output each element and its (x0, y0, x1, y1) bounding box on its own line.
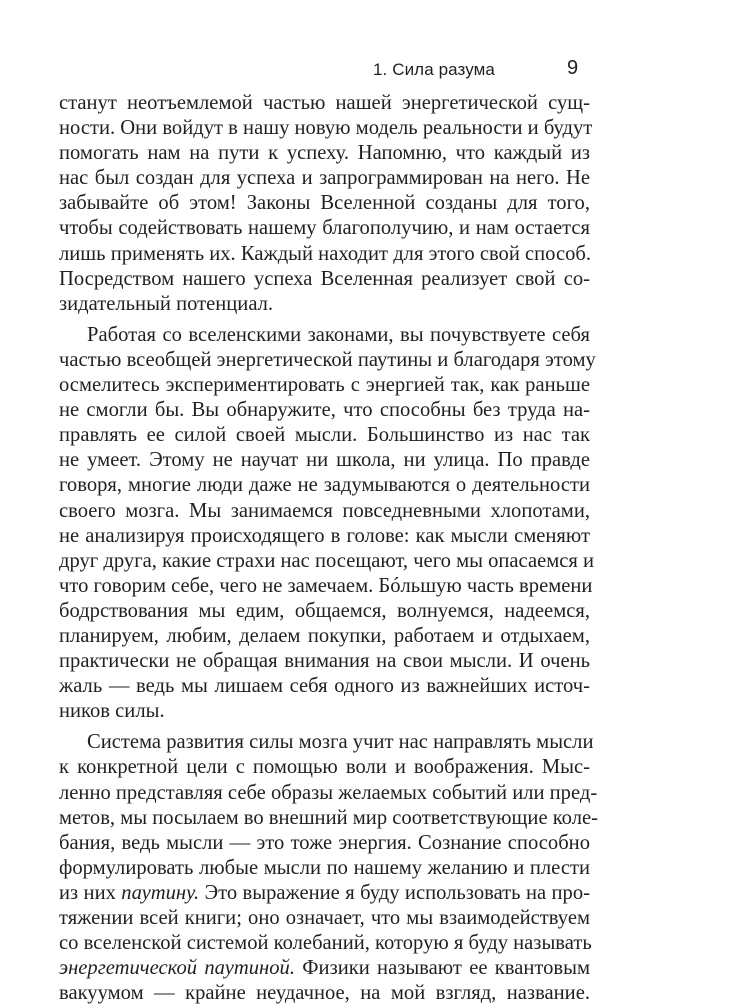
text-line: зидательный потенциал. (59, 292, 274, 315)
text-line: осмелитесь экспериментировать с энергией так, как раньше (59, 374, 590, 397)
text-line: своего мозга. Мы занимаемся повседневными хлопотами, (59, 499, 590, 522)
text-line: вакуумом — крайне неудачное, на мой взгляд, название. (59, 982, 590, 1005)
text-line: ленно представляя себе образы желаемых событий или пред- (59, 781, 598, 804)
text-line-with-italic (59, 881, 590, 906)
chapter-title: 1. Сила разума (373, 60, 495, 79)
text-line: жаль — ведь мы лишаем себя одного из важнейших источ- (59, 675, 590, 698)
text-line: что говорим себе, чего не замечаем. Бóльшую часть времени (59, 574, 593, 597)
running-head (0, 58, 751, 82)
text-line: метов, мы посылаем во внешний мир соответствующие коле- (59, 806, 598, 829)
text-line: формулировать любые мысли по нашему желанию и плести (59, 856, 590, 879)
paragraph-3 (59, 730, 598, 1006)
text-line: друг друга, какие страхи нас посещают, чего мы опасаемся и (59, 549, 595, 572)
text-line: планируем, любим, делаем покупки, работаем и отдыхаем, (59, 624, 590, 647)
text-line: не смогли бы. Вы обнаружите, что способны без труда на- (59, 399, 590, 422)
text-line: со вселенской системой колебаний, которую я буду называть (59, 932, 592, 955)
text-line: станут неотъемлемой частью нашей энергетической сущ- (59, 92, 590, 114)
page-number: 9 (567, 57, 579, 79)
text-line: не анализируя происходящего в голове: как мысли сменяют (59, 524, 590, 547)
text-line: ности. Они войдут в нашу новую модель реальности и будут (59, 117, 593, 140)
text-line: частью всеобщей энергетической паутины и благодаря этому (59, 348, 596, 371)
text-line: правлять ее силой своей мысли. Большинство из нас так (59, 424, 590, 447)
text-line: забывайте об этом! Законы Вселенной созданы для того, (59, 192, 590, 215)
text-line: помогать нам на пути к успеху. Напомню, что каждый из (59, 142, 590, 165)
text-line: тяжении всей книги; оно означает, что мы взаимодействуем (59, 907, 590, 929)
text-line: к конкретной цели с помощью воли и воображения. Мыс- (59, 756, 590, 779)
text-line: лишь применять их. Каждый находит для этого свой способ. (59, 242, 592, 265)
text-run: из них (59, 881, 122, 904)
text-line: бодрствования мы едим, общаемся, волнуемся, надеемся, (59, 599, 590, 622)
text-line: говоря, многие люди даже не задумываются о деятельности (59, 474, 590, 497)
text-line-with-italic (59, 956, 590, 981)
text-line: нас был создан для успеха и запрограммирован на него. Не (59, 167, 590, 190)
paragraph-2 (59, 323, 596, 725)
body-text (59, 91, 598, 1006)
text-run: Это выражение я буду использовать на про- (199, 881, 590, 904)
text-line: не умеет. Этому не научат ни школа, ни улица. По правде (59, 449, 590, 472)
italic-term: энергетической паутиной. (59, 957, 295, 980)
italic-term: паутину. (121, 881, 200, 904)
text-line: практически не обращая внимания на свои мысли. И очень (59, 650, 590, 673)
text-line: Работая со вселенскими законами, вы почувствуете себя (87, 323, 590, 346)
text-line: бания, ведь мысли — это тоже энергия. Сознание способно (59, 831, 590, 854)
paragraph-1 (59, 91, 593, 317)
text-line: Посредством нашего успеха Вселенная реализует свой со- (59, 267, 590, 290)
text-line: чтобы содействовать нашему благополучию, и нам остается (59, 217, 590, 240)
text-line: Система развития силы мозга учит нас направлять мысли (87, 731, 594, 754)
text-run: Физики называют ее квантовым (294, 957, 591, 980)
text-line: ников силы. (59, 700, 165, 723)
